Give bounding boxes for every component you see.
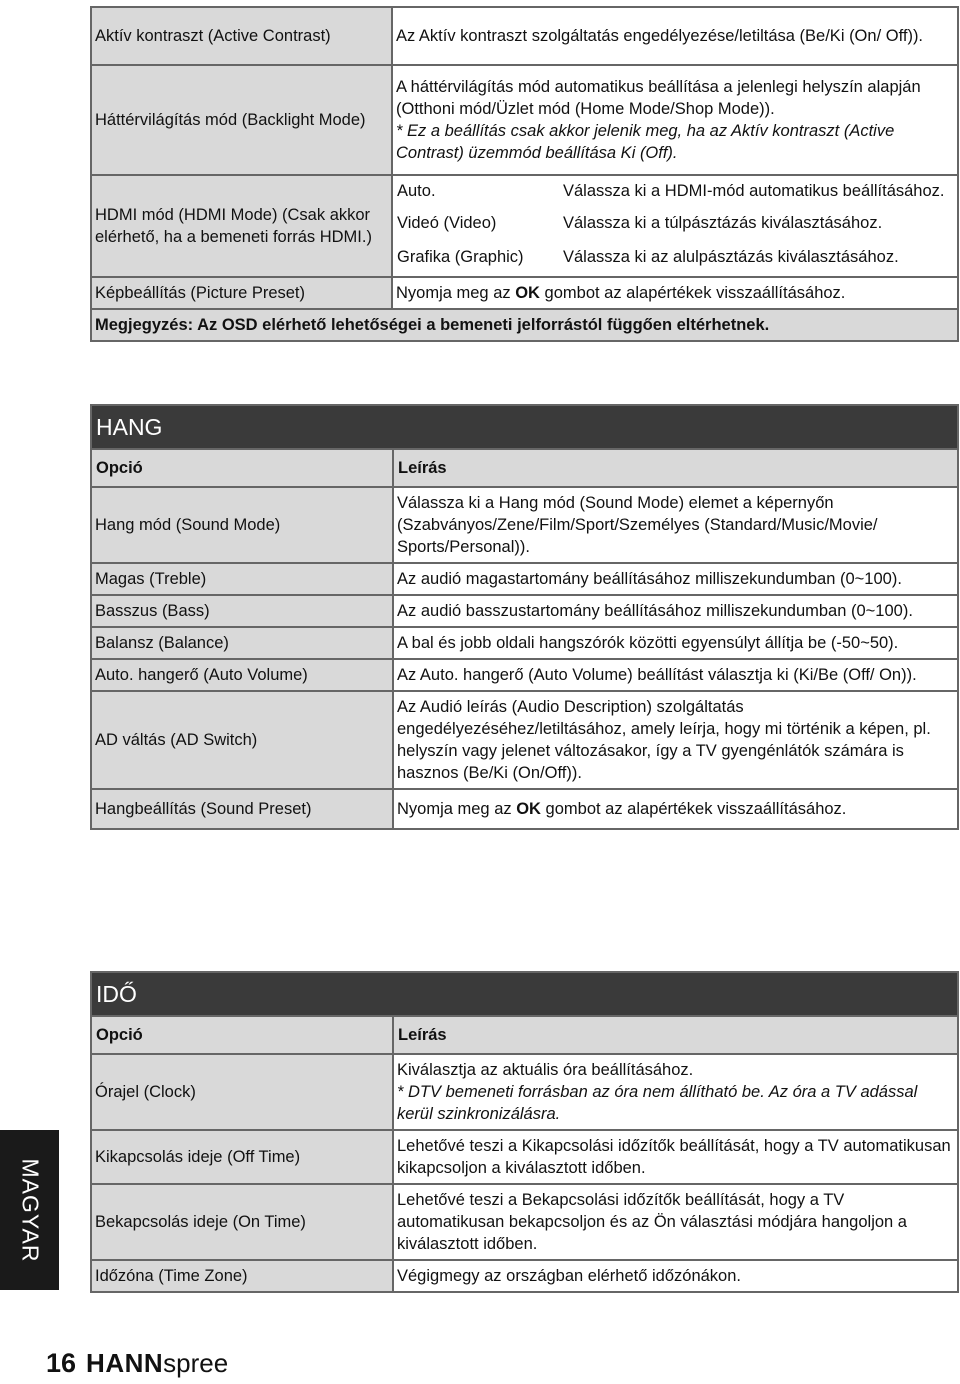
column-header-option: Opció xyxy=(91,1016,393,1054)
table-row xyxy=(91,789,958,829)
option-cell: Kikapcsolás ideje (Off Time) xyxy=(91,1130,393,1184)
description-cell: Lehetővé teszi a Bekapcsolási időzítők beállítását, hogy a TV automatikusan bekapcsoljon és az Ön választási módjára hangoljon a kiválasztott időben. xyxy=(393,1184,958,1260)
description-cell xyxy=(393,789,958,829)
picture-settings-table xyxy=(90,6,959,342)
description-text: Nyomja meg az xyxy=(396,284,516,302)
description-cell: Válassza ki a Hang mód (Sound Mode) elemet a képernyőn (Szabványos/Zene/Film/Sport/Személyes (Standard/Music/Movie/ Sports/Personal)). xyxy=(393,487,958,563)
brand-logo xyxy=(86,1348,228,1379)
table-row xyxy=(91,659,958,691)
description-cell xyxy=(392,175,958,277)
table-row xyxy=(91,627,958,659)
option-cell: Magas (Treble) xyxy=(91,563,393,595)
section-header-row xyxy=(91,405,958,449)
hdmi-sub-desc: Válassza ki az alulpásztázás kiválasztásához. xyxy=(563,248,899,266)
description-note: * Ez a beállítás csak akkor jelenik meg, ha az Aktív kontraszt (Active Contrast) üzemmód beállítása Ki (Off). xyxy=(396,122,895,162)
table-row xyxy=(91,595,958,627)
brand-logo-bold: HANN xyxy=(86,1348,164,1378)
hdmi-sub-desc: Válassza ki a HDMI-mód automatikus beállításához. xyxy=(563,182,945,200)
option-cell: Balansz (Balance) xyxy=(91,627,393,659)
hdmi-sub-row xyxy=(393,176,957,206)
hdmi-sub-name: Videó (Video) xyxy=(397,214,497,232)
time-settings-table xyxy=(90,971,959,1293)
section-title: IDŐ xyxy=(91,972,958,1016)
language-side-tab xyxy=(0,1130,59,1290)
table-row xyxy=(91,1130,958,1184)
description-cell: Az Auto. hangerő (Auto Volume) beállítást választja ki (Ki/Be (Off/ On)). xyxy=(393,659,958,691)
description-note: * DTV bemeneti forrásban az óra nem állítható be. Az óra a TV adással kerül szinkronizálásra. xyxy=(397,1083,918,1123)
description-cell: Végigmegy az országban elérhető időzónákon. xyxy=(393,1260,958,1292)
hdmi-sub-row xyxy=(393,206,957,240)
section-header-row xyxy=(91,972,958,1016)
description-text: A háttérvilágítás mód automatikus beállítása a jelenlegi helyszín alapján (Otthoni mód/Üzlet mód (Home Mode/Shop Mode)). xyxy=(396,78,921,118)
column-header-description: Leírás xyxy=(393,449,958,487)
option-cell: AD váltás (AD Switch) xyxy=(91,691,393,789)
description-text: Nyomja meg az xyxy=(397,800,517,818)
option-cell: Képbeállítás (Picture Preset) xyxy=(91,277,392,309)
column-header-option: Opció xyxy=(91,449,393,487)
description-cell: Az Aktív kontraszt szolgáltatás engedélyezése/letiltása (Be/Ki (On/ Off)). xyxy=(392,7,958,65)
table-row xyxy=(91,1184,958,1260)
description-cell: A bal és jobb oldali hangszórók közötti egyensúlyt állítja be (-50~50). xyxy=(393,627,958,659)
description-cell: Az audió basszustartomány beállításához milliszekundumban (0~100). xyxy=(393,595,958,627)
table-row xyxy=(91,309,958,341)
column-header-row xyxy=(91,1016,958,1054)
sound-settings-table xyxy=(90,404,959,830)
description-cell xyxy=(393,1054,958,1130)
table-row xyxy=(91,175,958,277)
table-row xyxy=(91,1260,958,1292)
hdmi-mode-subtable xyxy=(393,176,957,276)
language-label: MAGYAR xyxy=(17,1158,44,1262)
hdmi-sub-row xyxy=(393,240,957,276)
table-row xyxy=(91,1054,958,1130)
description-text: Kiválasztja az aktuális óra beállításához. xyxy=(397,1061,694,1079)
hdmi-sub-desc: Válassza ki a túlpásztázás kiválasztásához. xyxy=(563,214,883,232)
description-text: gombot az alapértékek visszaállításához. xyxy=(540,800,847,818)
ok-key-label: OK xyxy=(515,284,540,302)
ok-key-label: OK xyxy=(516,800,541,818)
option-cell: Aktív kontraszt (Active Contrast) xyxy=(91,7,392,65)
description-cell: Az Audió leírás (Audio Description) szolgáltatás engedélyezéséhez/letiltásához, amely leírja, hogy mi történik a képen, pl. helyszín vagy jelenet változásakor, így a TV gyengénlátók számára is hasznos (Be/Ki (On/Off)). xyxy=(393,691,958,789)
option-cell: Háttérvilágítás mód (Backlight Mode) xyxy=(91,65,392,175)
table-row xyxy=(91,487,958,563)
option-cell: Auto. hangerő (Auto Volume) xyxy=(91,659,393,691)
table-row xyxy=(91,65,958,175)
osd-note: Megjegyzés: Az OSD elérhető lehetőségei a bemeneti jelforrástól függően eltérhetnek. xyxy=(91,309,958,341)
option-cell: Bekapcsolás ideje (On Time) xyxy=(91,1184,393,1260)
option-cell: Basszus (Bass) xyxy=(91,595,393,627)
table-row xyxy=(91,563,958,595)
table-row xyxy=(91,7,958,65)
page-number: 16 xyxy=(46,1348,77,1378)
hdmi-sub-name: Auto. xyxy=(397,182,436,200)
page-footer xyxy=(46,1348,228,1379)
description-cell: Lehetővé teszi a Kikapcsolási időzítők beállítását, hogy a TV automatikusan kikapcsoljon a kiválasztott időben. xyxy=(393,1130,958,1184)
description-text: gombot az alapértékek visszaállításához. xyxy=(539,284,846,302)
option-cell: Órajel (Clock) xyxy=(91,1054,393,1130)
brand-logo-light: spree xyxy=(163,1348,229,1378)
description-cell xyxy=(392,277,958,309)
description-cell xyxy=(392,65,958,175)
option-cell: Hang mód (Sound Mode) xyxy=(91,487,393,563)
description-cell: Az audió magastartomány beállításához milliszekundumban (0~100). xyxy=(393,563,958,595)
option-cell: Hangbeállítás (Sound Preset) xyxy=(91,789,393,829)
hdmi-sub-name: Grafika (Graphic) xyxy=(397,248,524,266)
table-row xyxy=(91,691,958,789)
column-header-row xyxy=(91,449,958,487)
option-cell: Időzóna (Time Zone) xyxy=(91,1260,393,1292)
column-header-description: Leírás xyxy=(393,1016,958,1054)
section-title: HANG xyxy=(91,405,958,449)
option-cell: HDMI mód (HDMI Mode) (Csak akkor elérhető, ha a bemeneti forrás HDMI.) xyxy=(91,175,392,277)
table-row xyxy=(91,277,958,309)
